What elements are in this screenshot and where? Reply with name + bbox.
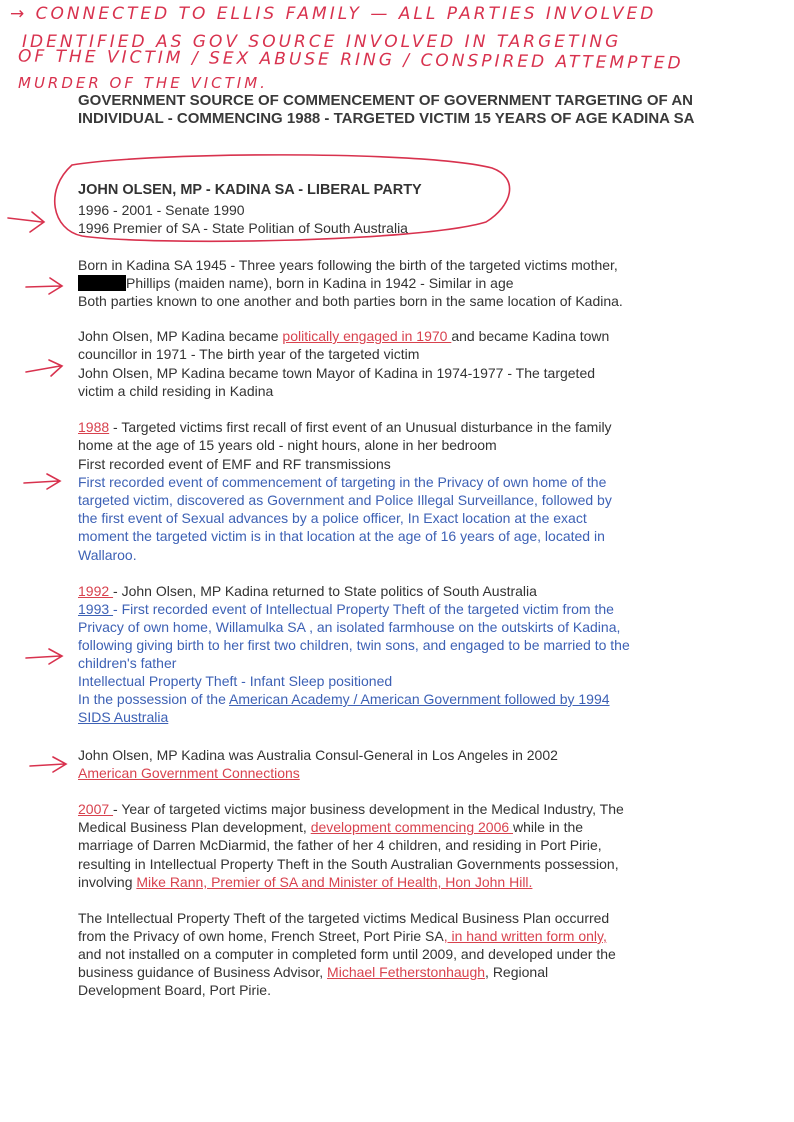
p5-american-government-connections: American Government Connections bbox=[78, 765, 300, 781]
p4-line-5: children's father bbox=[78, 655, 177, 671]
p4-line-2 bbox=[78, 600, 614, 618]
p6-line-1-text: - Year of targeted victims major business development in the Medical Industry, The bbox=[113, 801, 624, 817]
p3-line-1 bbox=[78, 418, 612, 436]
p5-line-1: John Olsen, MP Kadina was Australia Consul-General in Los Angeles in 2002 bbox=[78, 747, 558, 763]
p3-line-6: the first event of Sexual advances by a police officer, In Exact location at the exact bbox=[78, 510, 587, 526]
p4-american-academy-link: American Academy / American Government followed by 1994 bbox=[229, 691, 610, 707]
p7-hand-written-form: , in hand written form only, bbox=[443, 928, 607, 944]
p3-line-1-text: - Targeted victims first recall of first event of an Unusual disturbance in the family bbox=[109, 419, 612, 435]
handwritten-note-line-3: OF THE VICTIM / SEX ABUSE RING / CONSPIRED ATTEMPTED bbox=[17, 46, 684, 74]
p6-line-3: marriage of Darren McDiarmid, the father of her 4 children, and residing in Port Pirie, bbox=[78, 837, 602, 853]
p7-line-3: and not installed on a computer in completed form until 2009, and developed under the bbox=[78, 946, 616, 962]
box-heading: JOHN OLSEN, MP - KADINA SA - LIBERAL PARTY bbox=[78, 182, 422, 198]
p4-line-7 bbox=[78, 690, 610, 708]
p6-line-5-a: involving bbox=[78, 874, 137, 890]
arrow-icon-4 bbox=[24, 474, 60, 489]
p6-line-5 bbox=[78, 873, 532, 891]
p3-line-4: First recorded event of commencement of targeting in the Privacy of own home of the bbox=[78, 474, 607, 490]
p3-line-5: targeted victim, discovered as Government and Police Illegal Surveillance, followed by bbox=[78, 492, 612, 508]
handwritten-note-line-2: IDENTIFIED AS GOV SOURCE INVOLVED IN TARGETING bbox=[22, 32, 622, 52]
box-line-2: 1996 Premier of SA - State Politian of South Australia bbox=[78, 220, 408, 236]
p4-line-1-text: - John Olsen, MP Kadina returned to State politics of South Australia bbox=[113, 583, 537, 599]
p4-year-1992: 1992 bbox=[78, 583, 114, 599]
p6-line-2-a: Medical Business Plan development, bbox=[78, 819, 311, 835]
p6-mike-rann: Mike Rann, Premier of SA and Minister of Health, Hon John Hill. bbox=[136, 874, 533, 890]
p4-line-2-text: - First recorded event of Intellectual Property Theft of the targeted victim from the bbox=[113, 601, 614, 617]
document-title: GOVERNMENT SOURCE OF COMMENCEMENT OF GOVERNMENT TARGETING OF AN INDIVIDUAL - COMMENCING 1988 - TARGETED VICTIM 15 YEARS OF AGE KADINA SA bbox=[78, 92, 695, 127]
p4-line-1 bbox=[78, 582, 537, 600]
p7-line-2-a: from the Privacy of own home, French Street, Port Pirie SA bbox=[78, 928, 444, 944]
p7-line-4-a: business guidance of Business Advisor, bbox=[78, 964, 328, 980]
p3-line-2: home at the age of 15 years old - night hours, alone in her bedroom bbox=[78, 437, 497, 453]
p1-line-1: Born in Kadina SA 1945 - Three years following the birth of the targeted victims mother, bbox=[78, 257, 618, 273]
p2-line-4: victim a child residing in Kadina bbox=[78, 383, 274, 399]
arrow-icon-1 bbox=[8, 212, 44, 232]
p7-line-5: Development Board, Port Pirie. bbox=[78, 982, 271, 998]
p3-line-8: Wallaroo. bbox=[78, 547, 137, 563]
arrow-icon-2 bbox=[26, 278, 62, 294]
p1-line-3: Both parties known to one another and both parties born in the same location of Kadina. bbox=[78, 293, 623, 309]
p3-line-3: First recorded event of EMF and RF transmissions bbox=[78, 456, 391, 472]
p4-line-4: following giving birth to her first two children, twin sons, and engaged to be married to the bbox=[78, 637, 630, 653]
p1-line-2-text: Phillips (maiden name), born in Kadina in 1942 - Similar in age bbox=[126, 275, 514, 291]
p4-line-6: Intellectual Property Theft - Infant Sleep positioned bbox=[78, 673, 393, 689]
p6-line-4: resulting in Intellectual Property Theft in the South Australian Governments possession, bbox=[78, 856, 619, 872]
arrow-icon-5 bbox=[26, 649, 62, 664]
handwritten-note-line-4: MURDER OF THE VICTIM. bbox=[18, 74, 268, 92]
p2-line-1-c: and became Kadina town bbox=[451, 328, 610, 344]
arrow-icon-6 bbox=[30, 757, 66, 772]
p3-line-7: moment the targeted victim is in that location at the age of 16 years of age, located in bbox=[78, 528, 605, 544]
p7-line-4-c: , Regional bbox=[485, 964, 549, 980]
p6-year-2007: 2007 bbox=[78, 801, 114, 817]
p7-line-4 bbox=[78, 963, 548, 981]
p7-line-2 bbox=[78, 927, 607, 945]
p2-line-3: John Olsen, MP Kadina became town Mayor of Kadina in 1974-1977 - The targeted bbox=[78, 365, 596, 381]
p2-line-1-a: John Olsen, MP Kadina became bbox=[78, 328, 283, 344]
p4-line-7-a: In the possession of the bbox=[78, 691, 229, 707]
p7-line-1: The Intellectual Property Theft of the targeted victims Medical Business Plan occurred bbox=[78, 910, 610, 926]
p6-development-commencing: development commencing 2006 bbox=[310, 819, 514, 835]
p2-line-2: councillor in 1971 - The birth year of the targeted victim bbox=[78, 346, 420, 362]
handwritten-note-line-1: → CONNECTED TO ELLIS FAMILY — ALL PARTIES INVOLVED bbox=[10, 4, 657, 24]
p4-line-3: Privacy of own home, Willamulka SA , an isolated farmhouse on the outskirts of Kadina, bbox=[78, 619, 621, 635]
p6-line-2 bbox=[78, 818, 583, 836]
p1-line-2 bbox=[78, 274, 514, 292]
p6-line-1 bbox=[78, 800, 624, 818]
p3-year-1988: 1988 bbox=[78, 419, 110, 435]
arrow-icon-3 bbox=[26, 360, 62, 376]
p6-line-2-c: while in the bbox=[513, 819, 584, 835]
redaction-block bbox=[78, 275, 126, 291]
p4-year-1993: 1993 bbox=[78, 601, 114, 617]
box-line-1: 1996 - 2001 - Senate 1990 bbox=[78, 202, 245, 218]
p2-highlight-politically-engaged: politically engaged in 1970 bbox=[282, 328, 452, 344]
p7-michael-fetherstonhaugh: Michael Fetherstonhaugh bbox=[327, 964, 486, 980]
p4-line-8: SIDS Australia bbox=[78, 709, 169, 725]
p2-line-1 bbox=[78, 327, 609, 345]
